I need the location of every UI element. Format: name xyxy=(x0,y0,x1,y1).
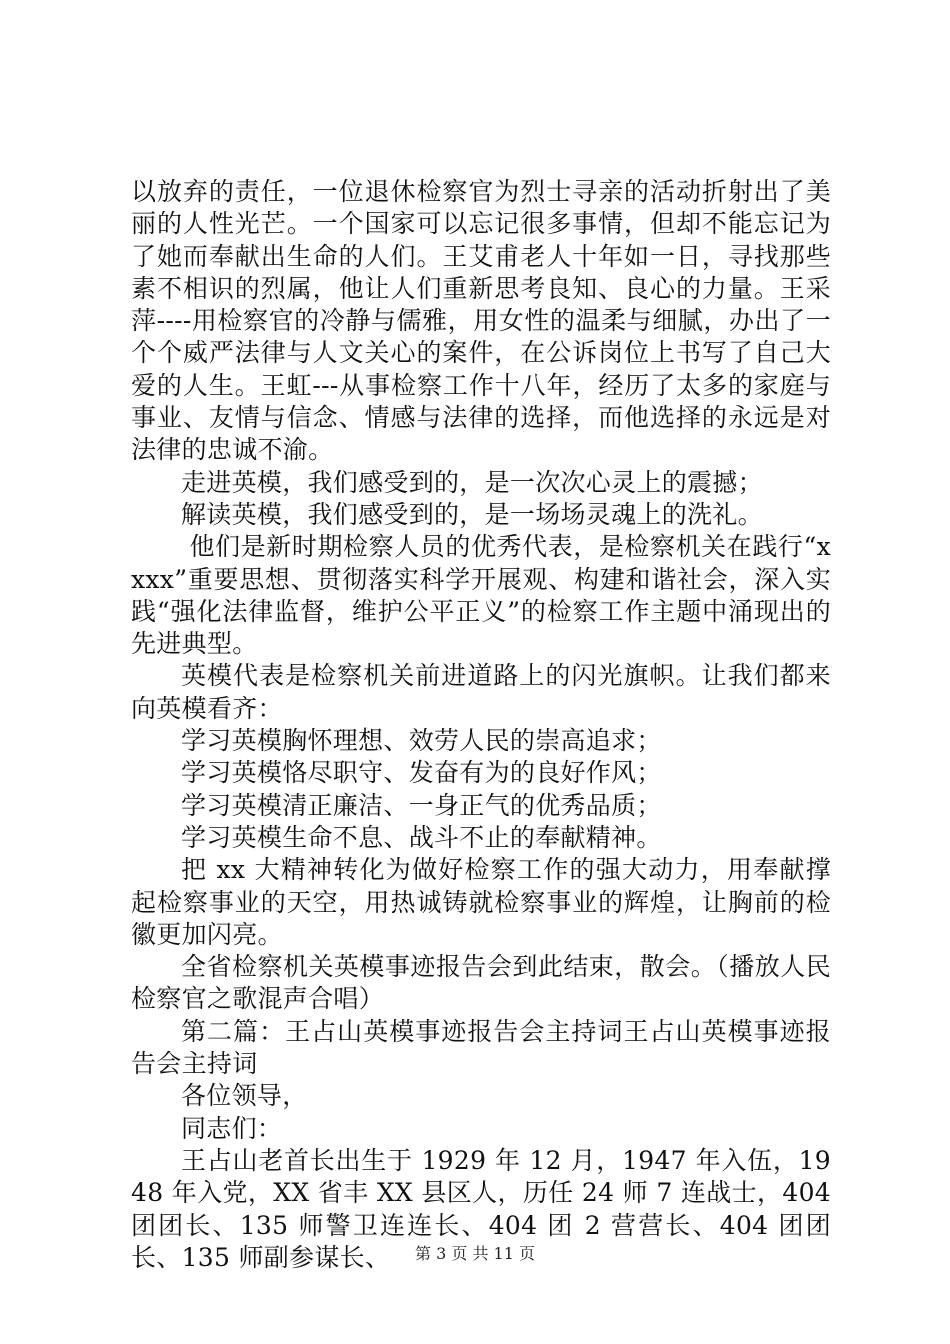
paragraph-3: 解读英模，我们感受到的，是一场场灵魂上的洗礼。 xyxy=(181,499,763,529)
paragraph-4: 他们是新时期检察人员的优秀代表，是检察机关在践行“xxxx”重要思想、贯彻落实科学开展观、构建和谐社会，深入实践“强化法律监督，维护公平正义”的检察工作主题中涌现出的先进典型。 xyxy=(131,532,831,659)
paragraph-9: 学习英模生命不息、战斗不止的奉献精神。 xyxy=(181,822,662,852)
paragraph-5: 英模代表是检察机关前进道路上的闪光旗帜。让我们都来向英模看齐： xyxy=(131,661,831,723)
paragraph-13: 各位领导， xyxy=(181,1081,308,1111)
paragraph-10: 把 xx 大精神转化为做好检察工作的强大动力，用奉献撑起检察事业的天空，用热诚铸就检察事业的辉煌，让胸前的检徽更加闪亮。 xyxy=(131,855,831,949)
paragraph-2: 走进英模，我们感受到的，是一次次心灵上的震撼； xyxy=(181,467,763,497)
page-footer xyxy=(0,1244,950,1264)
paragraph-15: 王占山老首长出生于 1929 年 12 月，1947 年入伍，1948 年入党，XX 省丰 XX 县区人，历任 24 师 7 连战士，404 团团长、135 师警卫连连长、404 团 2 营营长、404 团团长、135 师副参谋长、 xyxy=(131,1145,840,1272)
paragraph-12: 第二篇：王占山英模事迹报告会主持词王占山英模事迹报告会主持词 xyxy=(131,1016,831,1079)
paragraph-11: 全省检察机关英模事迹报告会到此结束，散会。（播放人民检察官之歌混声合唱） xyxy=(131,952,831,1014)
paragraph-6: 学习英模胸怀理想、效劳人民的崇高追求； xyxy=(181,726,662,756)
paragraph-14: 同志们： xyxy=(181,1113,283,1143)
paragraph-8: 学习英模清正廉洁、一身正气的优秀品质； xyxy=(181,790,662,820)
document-body xyxy=(131,176,840,1274)
paragraph-7: 学习英模恪尽职守、发奋有为的良好作风； xyxy=(181,758,662,788)
page-number: 第 3 页 共 11 页 xyxy=(415,1244,535,1263)
paragraph-1: 以放弃的责任，一位退休检察官为烈士寻亲的活动折射出了美丽的人性光芒。一个国家可以忘记很多事情，但却不能忘记为了她而奉献出生命的人们。王艾甫老人十年如一日，寻找那些素不相识的烈属，他让人们重新思考良知、良心的力量。王采萍----用检察官的冷静与儒雅，用女性的温柔与细腻，办出了一个个威严法律与人文关心的案件，在公诉岗位上书写了自己大爱的人生。王虹---从事检察工作十八年，经历了太多的家庭与事业、友情与信念、情感与法律的选择，而他选择的永远是对法律的忠诚不渝。 xyxy=(131,177,831,465)
